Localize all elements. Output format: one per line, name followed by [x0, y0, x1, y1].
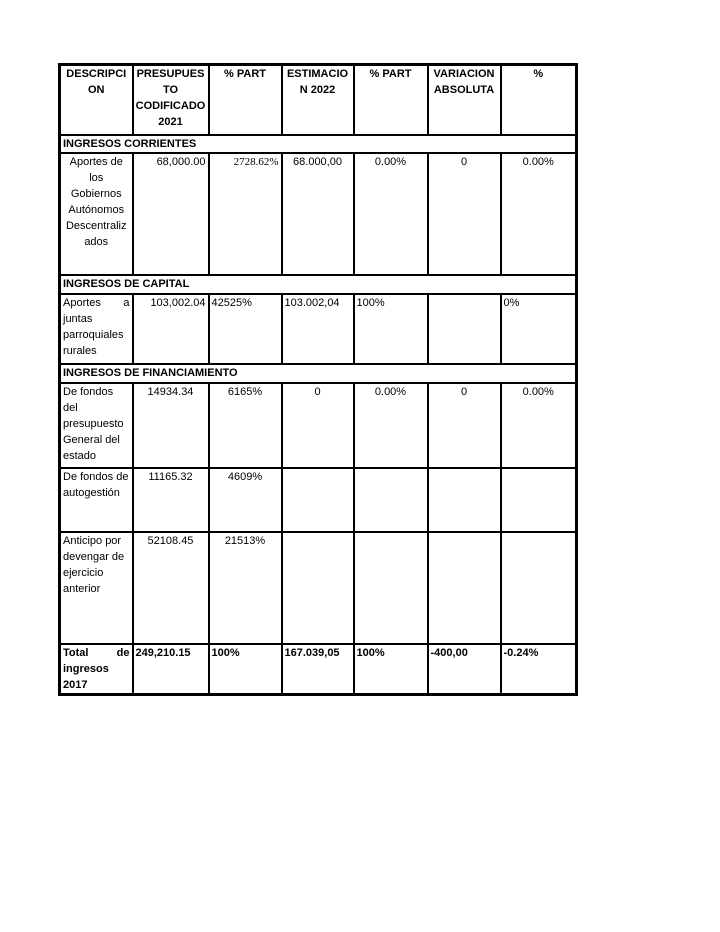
cell-anticipo-desc: Anticipo por devengar de ejercicio anterior [60, 532, 133, 644]
header-cell-estimacion-2022: ESTIMACION 2022 [282, 65, 354, 135]
cell-anticipo-part-2021: 21513% [209, 532, 282, 644]
cell-autogestion-estimacion-2022 [282, 468, 354, 532]
table-row-fondos-estado [60, 383, 577, 468]
table-row-autogestion [60, 468, 577, 532]
cell-fondos-estado-presupuesto-2021: 14934.34 [133, 383, 209, 468]
cell-gobiernos-presupuesto-2021: 68,000.00 [133, 153, 209, 275]
cell-gobiernos-estimacion-2022: 68.000,00 [282, 153, 354, 275]
table-row-gobiernos [60, 153, 577, 275]
header-cell-variacion-pct: % [501, 65, 577, 135]
section-row-ingresos-de-financiamiento [60, 364, 577, 383]
cell-fondos-estado-variacion: 0 [428, 383, 501, 468]
table-header-row [60, 65, 577, 135]
cell-total-variacion-pct: -0.24% [501, 644, 577, 695]
cell-total-desc: Total de ingresos 2017 [60, 644, 133, 695]
header-cell-presupuesto-codificado-2021: PRESUPUESTO CODIFICADO 2021 [133, 65, 209, 135]
cell-anticipo-variacion-pct [501, 532, 577, 644]
cell-autogestion-presupuesto-2021: 11165.32 [133, 468, 209, 532]
section-row-ingresos-de-capital [60, 275, 577, 294]
cell-anticipo-presupuesto-2021: 52108.45 [133, 532, 209, 644]
cell-gobiernos-desc: Aportes de los Gobiernos Autónomos Descentralizados [60, 153, 133, 275]
header-cell-part-2021: % PART [209, 65, 282, 135]
header-cell-part-2022: % PART [354, 65, 428, 135]
cell-juntas-part-2022: 100% [354, 294, 428, 364]
cell-total-variacion: -400,00 [428, 644, 501, 695]
cell-fondos-estado-part-2022: 0.00% [354, 383, 428, 468]
table-row-anticipo [60, 532, 577, 644]
cell-autogestion-part-2022 [354, 468, 428, 532]
section-row-ingresos-corrientes [60, 135, 577, 153]
cell-total-part-2021: 100% [209, 644, 282, 695]
cell-fondos-estado-part-2021: 6165% [209, 383, 282, 468]
cell-total-part-2022: 100% [354, 644, 428, 695]
cell-gobiernos-variacion: 0 [428, 153, 501, 275]
cell-anticipo-part-2022 [354, 532, 428, 644]
cell-autogestion-desc: De fondos de autogestión [60, 468, 133, 532]
cell-anticipo-estimacion-2022 [282, 532, 354, 644]
table-row-juntas [60, 294, 577, 364]
cell-juntas-part-2021: 42525% [209, 294, 282, 364]
table-row-total [60, 644, 577, 695]
cell-gobiernos-part-2022: 0.00% [354, 153, 428, 275]
cell-autogestion-variacion-pct [501, 468, 577, 532]
cell-fondos-estado-variacion-pct: 0.00% [501, 383, 577, 468]
budget-table [58, 63, 578, 696]
cell-juntas-presupuesto-2021: 103,002.04 [133, 294, 209, 364]
cell-total-presupuesto-2021: 249,210.15 [133, 644, 209, 695]
cell-fondos-estado-desc: De fondos del presupuesto General del estado [60, 383, 133, 468]
header-cell-variacion-absoluta: VARIACION ABSOLUTA [428, 65, 501, 135]
cell-fondos-estado-estimacion-2022: 0 [282, 383, 354, 468]
cell-juntas-desc: Aportes a juntas parroquiales rurales [60, 294, 133, 364]
section-title-ingresos-de-financiamiento: INGRESOS DE FINANCIAMIENTO [60, 364, 577, 383]
cell-autogestion-variacion [428, 468, 501, 532]
cell-juntas-variacion-pct: 0% [501, 294, 577, 364]
header-cell-descripcion: DESCRIPCION [60, 65, 133, 135]
cell-autogestion-part-2021: 4609% [209, 468, 282, 532]
section-title-ingresos-de-capital: INGRESOS DE CAPITAL [60, 275, 577, 294]
cell-juntas-variacion [428, 294, 501, 364]
cell-total-estimacion-2022: 167.039,05 [282, 644, 354, 695]
cell-gobiernos-part-2021: 2728.62% [209, 153, 282, 275]
cell-juntas-estimacion-2022: 103.002,04 [282, 294, 354, 364]
cell-gobiernos-variacion-pct: 0.00% [501, 153, 577, 275]
section-title-ingresos-corrientes: INGRESOS CORRIENTES [60, 135, 577, 153]
cell-anticipo-variacion [428, 532, 501, 644]
